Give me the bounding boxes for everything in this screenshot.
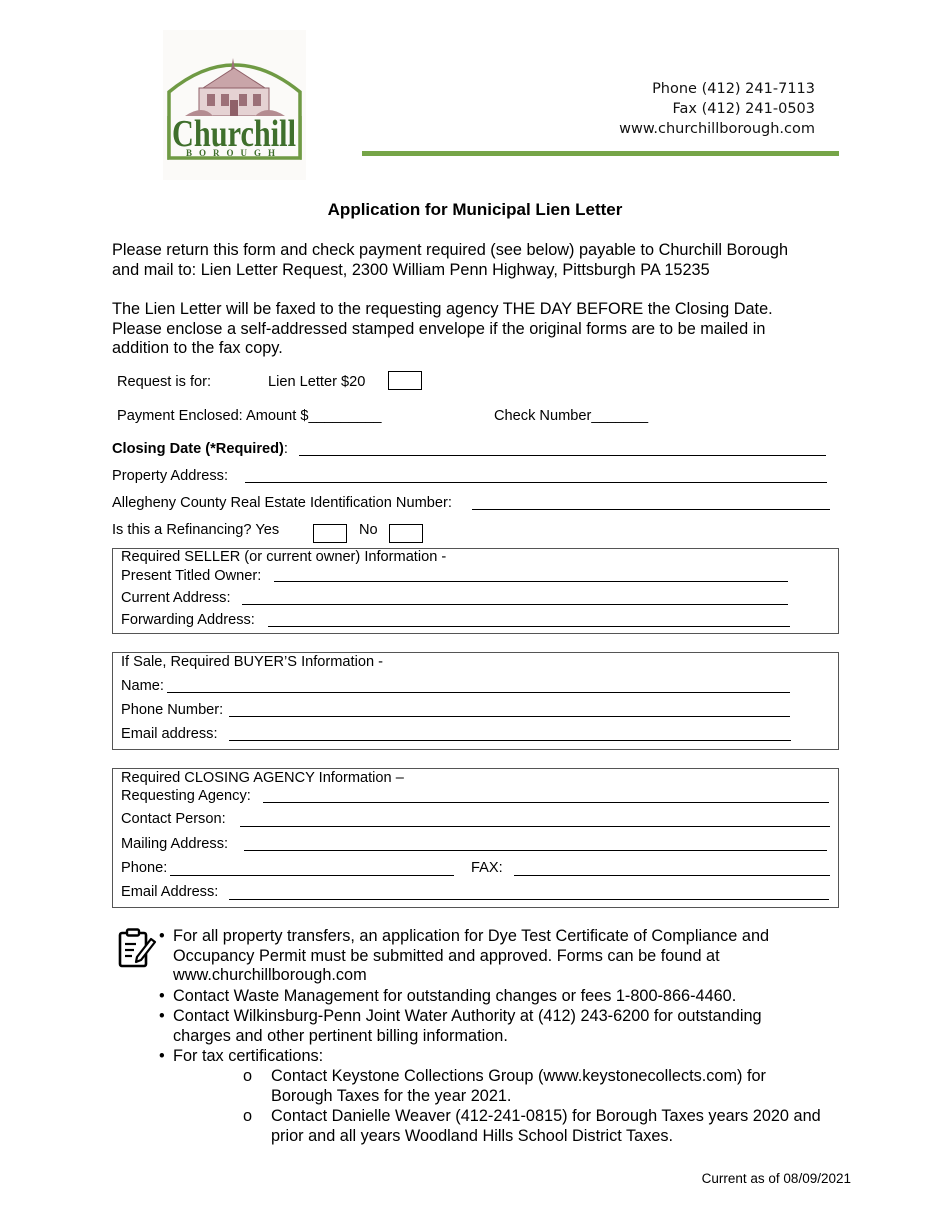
agency-email-input[interactable] [229, 899, 829, 900]
agency-phone-label: Phone: [121, 860, 168, 876]
note-dye-test-line-3[interactable]: www.churchillborough.com [173, 966, 367, 984]
check-number-field[interactable]: Check Number_______ [494, 408, 649, 424]
seller-owner-label: Present Titled Owner: [121, 568, 262, 584]
intro-paragraph-2 [112, 300, 852, 359]
county-id-input[interactable] [472, 509, 830, 510]
page-title: Application for Municipal Lien Letter [327, 200, 623, 219]
lien-letter-checkbox[interactable] [388, 371, 422, 390]
agency-name-label: Requesting Agency: [121, 788, 251, 804]
note-keystone-line-1: Contact Keystone Collections Group (www.keystonecollects.com) for [271, 1067, 766, 1085]
buyer-phone-label: Phone Number: [121, 702, 224, 718]
note-tax-certifications: For tax certifications: [173, 1047, 324, 1065]
closing-date-input[interactable] [299, 455, 826, 456]
bullet-dot-4: • [159, 1047, 165, 1065]
buyer-heading: If Sale, Required BUYER’S Information - [121, 654, 383, 670]
current-as-of-date: Current as of 08/09/2021 [701, 1171, 851, 1186]
churchill-borough-logo [163, 30, 306, 180]
phone-number: Phone (412) 241-7113 [652, 81, 815, 97]
intro-2-line-1: The Lien Letter will be faxed to the requesting agency THE DAY BEFORE the Closing Date. [112, 300, 773, 318]
bullet-dot-1: • [159, 927, 165, 945]
note-keystone-line-2: Borough Taxes for the year 2021. [271, 1086, 512, 1105]
refinancing-yes-checkbox[interactable] [313, 524, 347, 543]
note-danielle-weaver-line-2: prior and all years Woodland Hills School District Taxes. [271, 1126, 674, 1145]
seller-owner-input[interactable] [274, 581, 788, 582]
agency-heading: Required CLOSING AGENCY Information – [121, 770, 404, 786]
property-address-label: Property Address: [112, 468, 228, 484]
bullet-dot-2: • [159, 987, 165, 1005]
seller-forwarding-address-label: Forwarding Address: [121, 612, 255, 628]
agency-email-label: Email Address: [121, 884, 219, 900]
buyer-name-label: Name: [121, 678, 164, 694]
payment-amount-field[interactable]: Payment Enclosed: Amount $_________ [117, 408, 382, 424]
agency-mailing-input[interactable] [244, 850, 827, 851]
note-danielle-weaver-line-1: Contact Danielle Weaver (412-241-0815) for Borough Taxes years 2020 and [271, 1107, 821, 1125]
buyer-name-input[interactable] [167, 692, 790, 693]
sub-bullet-circle-1: o [243, 1067, 253, 1085]
note-water-authority [173, 1007, 762, 1046]
closing-date-label-text: Closing Date (*Required) [112, 441, 284, 457]
intro-2-line-2: Please enclose a self-addressed stamped envelope if the original forms are to be mailed in [112, 319, 766, 338]
agency-mailing-label: Mailing Address: [121, 836, 229, 852]
closing-date-label [112, 441, 288, 457]
county-id-label: Allegheny County Real Estate Identification Number: [112, 495, 452, 511]
intro-paragraph-1 [112, 241, 852, 280]
note-water-authority-line-1: Contact Wilkinsburg-Penn Joint Water Authority at (412) 243-6200 for outstanding [173, 1007, 762, 1025]
logo-text: Churchill [172, 113, 296, 155]
note-danielle-weaver [271, 1107, 821, 1146]
buyer-phone-input[interactable] [229, 716, 790, 717]
agency-phone-input[interactable] [170, 875, 454, 876]
refinancing-label: Is this a Refinancing? Yes [112, 522, 280, 538]
fax-number: Fax (412) 241-0503 [672, 101, 815, 117]
request-label: Request is for: [117, 374, 212, 390]
refinancing-no-label: No [359, 522, 378, 538]
note-waste-management: Contact Waste Management for outstanding changes or fees 1-800-866-4460. [173, 987, 737, 1005]
seller-forwarding-address-input[interactable] [268, 626, 790, 627]
property-address-input[interactable] [245, 482, 827, 483]
lien-letter-option-label: Lien Letter $20 [268, 374, 366, 390]
buyer-email-label: Email address: [121, 726, 218, 742]
seller-current-address-label: Current Address: [121, 590, 231, 606]
agency-contact-input[interactable] [240, 826, 830, 827]
buyer-email-input[interactable] [229, 740, 791, 741]
agency-contact-label: Contact Person: [121, 811, 226, 827]
intro-2-line-3: addition to the fax copy. [112, 339, 283, 357]
sub-bullet-circle-2: o [243, 1107, 253, 1125]
note-dye-test [173, 927, 769, 986]
logo-subtext: BOROUGH [185, 148, 283, 158]
website-link[interactable]: www.churchillborough.com [619, 121, 815, 137]
agency-fax-label: FAX: [471, 860, 503, 876]
note-keystone-collections [271, 1067, 766, 1106]
agency-name-input[interactable] [263, 802, 829, 803]
header-divider [362, 151, 839, 156]
agency-fax-input[interactable] [514, 875, 830, 876]
note-dye-test-line-1: For all property transfers, an application for Dye Test Certificate of Compliance and [173, 927, 770, 945]
seller-heading: Required SELLER (or current owner) Information - [121, 549, 447, 565]
refinancing-no-checkbox[interactable] [389, 524, 423, 543]
intro-1-line-1: Please return this form and check payment required (see below) payable to Churchill Borough [112, 241, 789, 259]
note-dye-test-line-2: Occupancy Permit must be submitted and approved. Forms can be found at [173, 946, 720, 965]
closing-date-colon: : [283, 441, 288, 457]
seller-current-address-input[interactable] [242, 604, 788, 605]
bullet-dot-3: • [159, 1007, 165, 1025]
clipboard-icon [115, 927, 157, 969]
intro-1-line-2: and mail to: Lien Letter Request, 2300 William Penn Highway, Pittsburgh PA 15235 [112, 260, 710, 279]
note-water-authority-line-2: charges and other pertinent billing information. [173, 1026, 508, 1045]
